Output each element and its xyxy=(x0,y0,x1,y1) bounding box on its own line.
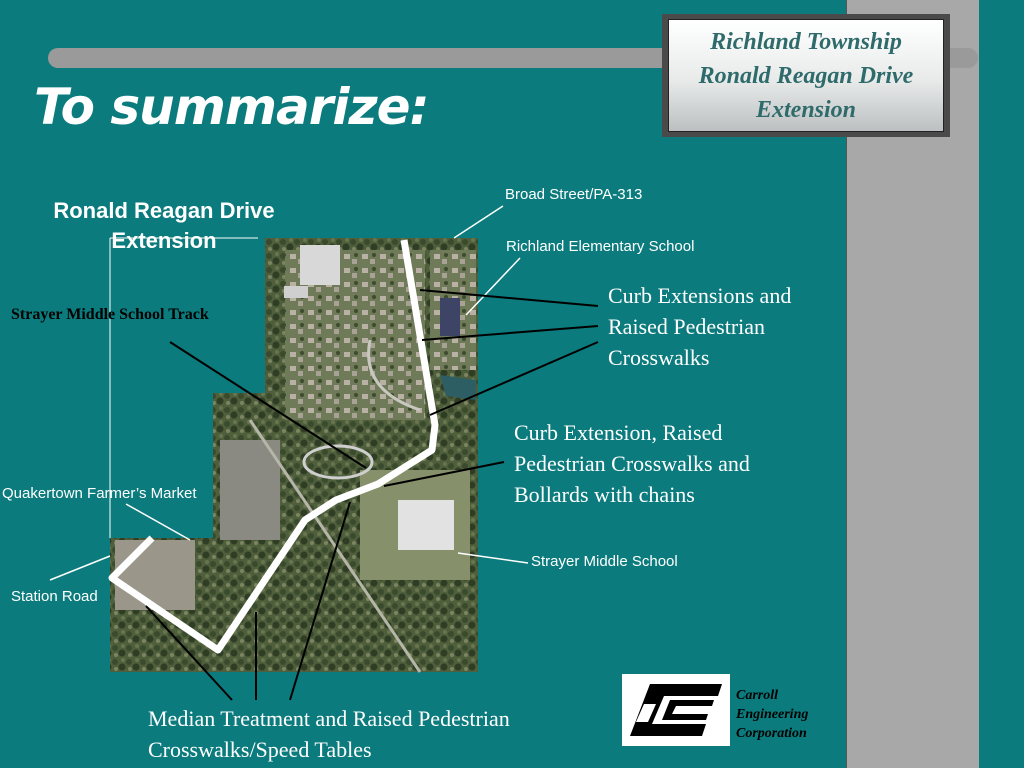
richland-elementary-label: Richland Elementary School xyxy=(506,238,695,255)
cec-logo-mark xyxy=(622,674,730,746)
carroll-logo xyxy=(622,674,730,746)
project-title-line-1: Richland Township xyxy=(710,28,902,55)
slide-heading: To summarize: xyxy=(34,78,429,136)
curb-extensions-line-3: Crosswalks xyxy=(608,345,710,370)
strayer-school-label: Strayer Middle School xyxy=(531,553,678,570)
curb-extensions-label xyxy=(608,280,791,373)
project-title-line-2: Ronald Reagan Drive xyxy=(698,62,914,89)
carroll-logo-text xyxy=(736,686,808,743)
farmers-market-pointer xyxy=(126,504,190,540)
logo-line-1: Carroll xyxy=(736,688,779,703)
station-road-label: Station Road xyxy=(11,588,98,605)
bollards-line-3: Bollards with chains xyxy=(514,482,695,507)
median-line-1: Median Treatment and Raised Pedestrian xyxy=(148,706,510,731)
market-parking xyxy=(115,540,195,610)
strayer-school-building xyxy=(398,500,454,550)
bollards-line-1: Curb Extension, Raised xyxy=(514,420,723,445)
map-title xyxy=(26,196,302,256)
map-title-line-2: Extension xyxy=(111,228,217,253)
median-line-2: Crosswalks/Speed Tables xyxy=(148,737,372,762)
bollards-label xyxy=(514,417,750,510)
broad-street-pointer xyxy=(454,206,503,238)
farmers-market-label: Quakertown Farmer’s Market xyxy=(2,485,197,502)
curb-extensions-line-2: Raised Pedestrian xyxy=(608,314,766,339)
curb-extensions-line-1: Curb Extensions and xyxy=(608,283,792,308)
logo-line-2: Engineering xyxy=(736,707,809,722)
broad-street-label: Broad Street/PA-313 xyxy=(505,186,643,203)
elementary-school-roof xyxy=(440,298,460,336)
logo-line-3: Corporation xyxy=(736,726,807,741)
farmers-market-lot xyxy=(220,440,280,540)
building-small xyxy=(284,286,308,298)
project-title-line-3: Extension xyxy=(755,96,857,123)
bollards-line-2: Pedestrian Crosswalks and xyxy=(514,451,750,476)
building-north xyxy=(300,245,340,285)
median-label xyxy=(148,703,510,765)
station-road-pointer xyxy=(50,556,110,580)
map-title-line-1: Ronald Reagan Drive xyxy=(53,198,275,223)
strayer-track-label: Strayer Middle School Track xyxy=(11,306,209,323)
